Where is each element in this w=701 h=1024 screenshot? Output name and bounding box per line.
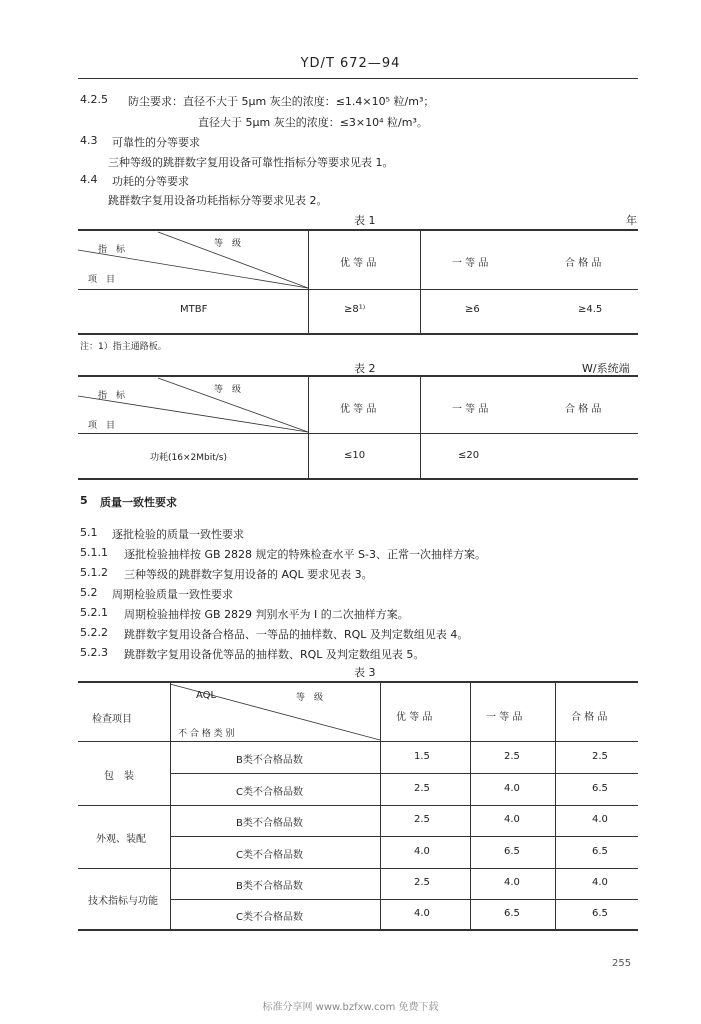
table3-value-cell: 4.0: [414, 908, 430, 919]
section-5-1-title: 逐批检验的质量一致性要求: [112, 528, 244, 541]
page-number: 255: [612, 958, 632, 969]
table3-bottom-rule: [78, 929, 638, 931]
section-4-2-5-line2: 直径大于 5μm 灰尘的浓度：≤3×10⁴ 粒/m³。: [198, 116, 428, 129]
table3-class-cell: B类不合格品数: [236, 755, 303, 766]
table3-col1: 优 等 品: [396, 712, 433, 723]
table3-head-aql: AQL: [196, 690, 217, 701]
section-4-4-title: 功耗的分等要求: [112, 175, 189, 188]
table3-vline-1: [380, 682, 381, 929]
section-5-1-2-text: 三种等级的跳群数字复用设备的 AQL 要求见表 3。: [124, 568, 373, 581]
table1-value-3: ≥4.5: [578, 304, 603, 315]
table1-head-grade: 等 级: [214, 239, 242, 249]
table3-value-cell: 4.0: [504, 783, 520, 794]
table3-col2: 一 等 品: [486, 712, 523, 723]
section-5-2-number: 5.2: [80, 586, 98, 599]
header-rule: [78, 78, 638, 79]
table1-note: 注：1）指主通路板。: [80, 342, 167, 352]
section-5-2-3-text: 跳群数字复用设备优等品的抽样数、RQL 及判定数组见表 5。: [124, 648, 425, 661]
table3-group-rule-1: [78, 805, 638, 806]
table3-row-rule-1: [170, 773, 638, 774]
table3-value-cell: 2.5: [414, 814, 430, 825]
table2-vline-1: [308, 376, 309, 478]
table2-col3: 合 格 品: [565, 404, 602, 415]
section-5-2-3-number: 5.2.3: [80, 646, 108, 659]
table3-row-rule-3: [170, 899, 638, 900]
table1-head-item: 项 目: [88, 275, 116, 285]
document-number: YD/T 672—94: [300, 56, 401, 71]
table2-col2: 一 等 品: [452, 404, 489, 415]
table1-col3: 合 格 品: [565, 258, 602, 269]
section-4-3-number: 4.3: [80, 134, 98, 147]
section-5-2-2-text: 跳群数字复用设备合格品、一等品的抽样数、RQL 及判定数组见表 4。: [124, 628, 469, 641]
table1-unit: 年: [626, 214, 637, 227]
table2-head-item: 项 目: [88, 421, 116, 431]
table3-class-cell: C类不合格品数: [236, 850, 303, 861]
table3-class-cell: B类不合格品数: [236, 818, 303, 829]
table1-value-2: ≥6: [465, 304, 480, 315]
table3-value-cell: 6.5: [504, 846, 520, 857]
table3-class-cell: C类不合格品数: [236, 787, 303, 798]
table3-head-class: 不 合 格 类 别: [178, 729, 235, 739]
table3-value-cell: 4.0: [504, 814, 520, 825]
table1-caption: 表 1: [354, 214, 376, 227]
table1-vline-1: [308, 230, 309, 333]
table3-value-cell: 4.0: [592, 814, 608, 825]
section-5-1-1-number: 5.1.1: [80, 546, 108, 559]
table3-vline-2: [470, 682, 471, 929]
section-5-2-1-number: 5.2.1: [80, 606, 108, 619]
table3-group-name: 包 装: [104, 771, 134, 782]
table3-value-cell: 1.5: [414, 751, 430, 762]
table2-head-grade: 等 级: [214, 385, 242, 395]
table3-group-rule-2: [78, 868, 638, 869]
table3-value-cell: 4.0: [592, 877, 608, 888]
section-5-1-1-text: 逐批检验抽样按 GB 2828 规定的特殊检查水平 S-3、正常一次抽样方案。: [124, 548, 486, 561]
table1-bottom-rule: [78, 333, 638, 335]
table1-value-1: ≥8¹⁾: [344, 304, 366, 315]
table3-value-cell: 4.0: [414, 846, 430, 857]
footer-watermark[interactable]: 标准分享网 www.bzfxw.com 免费下载: [262, 1002, 439, 1013]
section-4-3-title: 可靠性的分等要求: [112, 136, 200, 149]
table2-bottom-rule: [78, 478, 638, 480]
section-5-2-2-number: 5.2.2: [80, 626, 108, 639]
table3-group-name: 外观、装配: [96, 834, 146, 845]
table3-caption: 表 3: [354, 666, 376, 679]
table2-vline-2: [420, 376, 421, 478]
section-5-1-number: 5.1: [80, 526, 98, 539]
table3-value-cell: 6.5: [592, 846, 608, 857]
table2-head-index: 指 标: [98, 391, 126, 401]
section-5-1-2-number: 5.1.2: [80, 566, 108, 579]
section-5-number: 5: [80, 494, 88, 507]
section-4-2-5-line1: 防尘要求：直径不大于 5μm 灰尘的浓度：≤1.4×10⁵ 粒/m³；: [128, 95, 435, 108]
table1-vline-2: [420, 230, 421, 333]
table3-head-item: 检查项目: [92, 714, 132, 725]
table3-value-cell: 2.5: [504, 751, 520, 762]
table3-value-cell: 6.5: [504, 908, 520, 919]
section-5-title: 质量一致性要求: [100, 496, 177, 509]
table3-row-rule-2: [170, 836, 638, 837]
table3-group-name: 技术指标与功能: [88, 896, 158, 907]
section-4-4-number: 4.4: [80, 173, 98, 186]
section-4-3-text: 三种等级的跳群数字复用设备可靠性指标分等要求见表 1。: [108, 156, 394, 169]
table2-value-2: ≤20: [458, 450, 480, 461]
table2-value-1: ≤10: [344, 450, 366, 461]
table2-row-label: 功耗(16×2Mbit/s): [150, 453, 227, 463]
table3-class-cell: B类不合格品数: [236, 881, 303, 892]
table3-vline-3: [555, 682, 556, 929]
table3-value-cell: 2.5: [414, 877, 430, 888]
table3-head-grade: 等 级: [296, 693, 324, 703]
section-4-2-5-number: 4.2.5: [80, 93, 108, 106]
table3-value-cell: 6.5: [592, 783, 608, 794]
section-4-4-text: 跳群数字复用设备功耗指标分等要求见表 2。: [108, 194, 328, 207]
table1-head-index: 指 标: [98, 245, 126, 255]
section-5-2-title: 周期检验质量一致性要求: [112, 588, 233, 601]
table3-value-cell: 4.0: [504, 877, 520, 888]
table3-value-cell: 6.5: [592, 908, 608, 919]
table3-value-cell: 2.5: [414, 783, 430, 794]
table1-col2: 一 等 品: [452, 258, 489, 269]
table1-row-label: MTBF: [180, 304, 208, 315]
table3-value-cell: 2.5: [592, 751, 608, 762]
section-5-2-1-text: 周期检验抽样按 GB 2829 判别水平为 I 的二次抽样方案。: [124, 608, 409, 621]
table2-caption: 表 2: [354, 362, 376, 375]
table3-class-cell: C类不合格品数: [236, 912, 303, 923]
table1-col1: 优 等 品: [340, 258, 377, 269]
table2-unit: W/系统端: [582, 362, 630, 375]
table3-col3: 合 格 品: [571, 712, 608, 723]
table2-col1: 优 等 品: [340, 404, 377, 415]
